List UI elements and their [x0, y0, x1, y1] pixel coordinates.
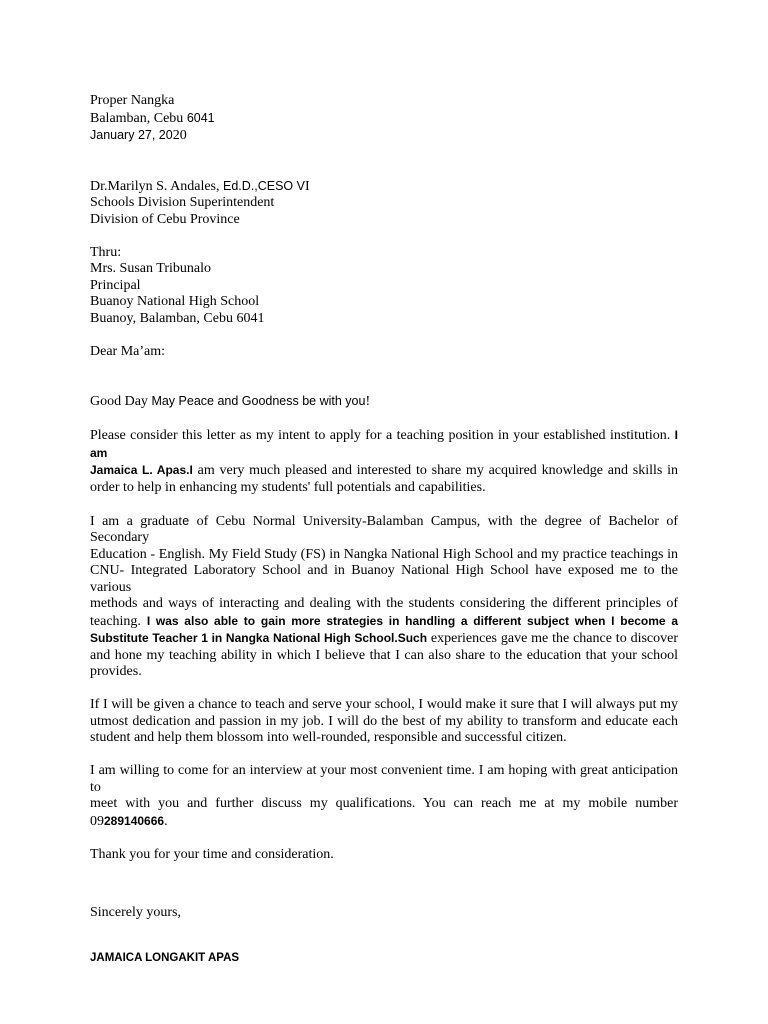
signature-name: JAMAICA LONGAKIT APAS: [90, 951, 240, 964]
sender-block: [90, 93, 678, 145]
recipient-office: Division of Cebu Province: [90, 211, 240, 227]
sender-city: Balamban, Cebu 6041: [90, 110, 215, 126]
thru-title: Principal: [90, 277, 141, 293]
paragraph-commitment: If I will be given a chance to teach and serve your school, I would make it sure that I will always put my utmost dedication and passion in my job. I will do the best of my ability to transform and educate each student and help them blossom into well-rounded, responsible and successful citizen.: [90, 697, 678, 745]
recipient-name: Dr.Marilyn S. Andales, Ed.D.,CESO VI: [90, 178, 310, 194]
sender-street: Proper Nangka: [90, 93, 175, 108]
recipient-credentials: Ed.D.,CESO V: [223, 178, 305, 193]
closing: Sincerely yours,: [90, 905, 181, 920]
thru-block: [90, 245, 678, 328]
paragraph-education: I am a graduate of Cebu Normal University-Balamban Campus, with the degree of Bachelor of Secondary Education - English. My Field Study (FS) in Nangka National High School and my practice teachings in CNU- Integrated Laboratory School and in Buanoy National High School have exposed me to the various methods and ways of interacting and dealing with the students considering the different principles of teaching. I was also able to gain more strategies in handling a different subject when I become a Substitute Teacher 1 in Nangka National High School.Such experiences gave me the chance to discover and hone my teaching ability in which I believe that I can also share to the education that your school provides.: [90, 513, 679, 679]
mobile-number: 09289140666.: [90, 813, 168, 829]
paragraph-intent: Please consider this letter as my intent to apply for a teaching position in your established institution. I am Jamaica L. Apas.I am very much pleased and interested to share my acquired knowledge and skills in order to help in enhancing my students' full potentials and capabilities.: [90, 428, 678, 495]
thru-address: Buanoy, Balamban, Cebu 6041: [90, 310, 265, 326]
paragraph-interview: I am willing to come for an interview at your most convenient time. I am hoping with great anticipation to meet with you and further discuss my qualifications. You can reach me at my mobile number 09289140666.: [90, 763, 678, 829]
thanks-line: Thank you for your time and consideration.: [90, 846, 334, 862]
recipient-block: [90, 178, 678, 229]
letter-date: January 27, 2020: [90, 128, 187, 143]
thru-name: Mrs. Susan Tribunalo: [90, 261, 211, 276]
sender-zip: 6041: [186, 110, 215, 125]
greeting: Good Day May Peace and Goodness be with you!: [90, 394, 371, 409]
thru-school: Buanoy National High School: [90, 294, 260, 309]
salutation: Dear Ma’am:: [90, 343, 166, 359]
letter: [90, 93, 678, 966]
thru-label: Thru:: [90, 244, 122, 260]
recipient-title: Schools Division Superintendent: [90, 195, 275, 210]
